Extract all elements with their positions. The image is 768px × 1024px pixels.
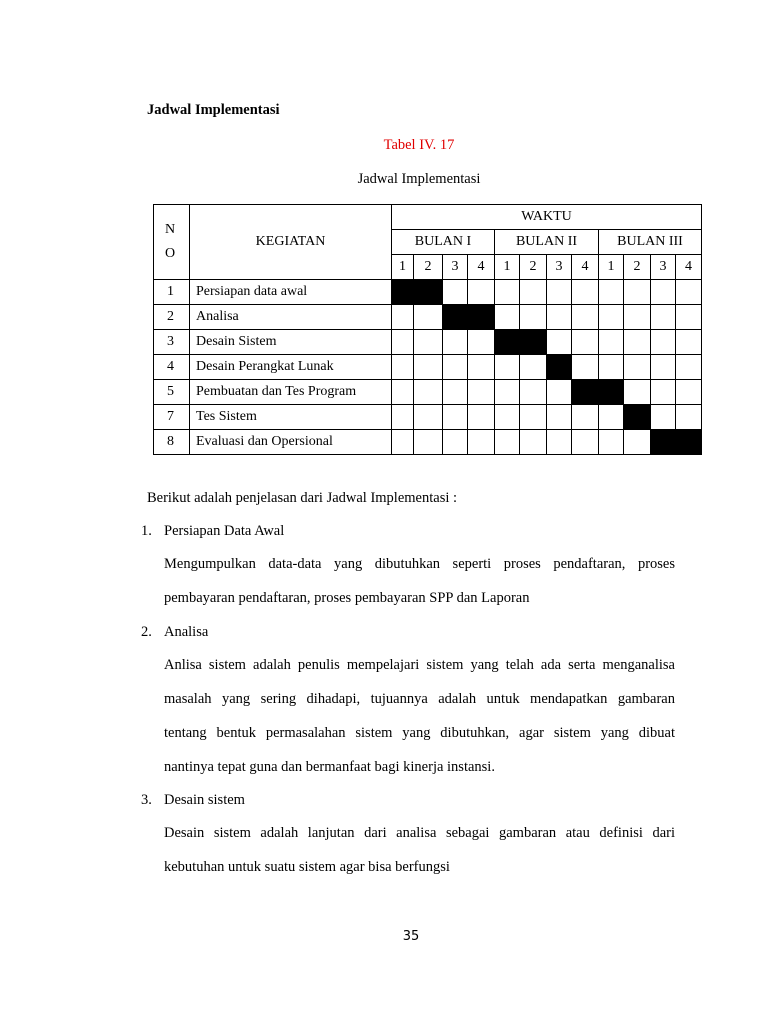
gantt-empty-cell — [495, 380, 520, 405]
month-header: BULAN I — [392, 230, 495, 255]
gantt-empty-cell — [468, 355, 495, 380]
gantt-empty-cell — [572, 305, 599, 330]
gantt-bar-cell — [468, 305, 495, 330]
gantt-empty-cell — [443, 280, 468, 305]
table-row — [154, 355, 702, 380]
table-caption-title: Jadwal Implementasi — [357, 171, 481, 187]
gantt-empty-cell — [651, 330, 676, 355]
week-header: 2 — [520, 255, 547, 280]
gantt-bar-cell — [443, 305, 468, 330]
gantt-empty-cell — [676, 280, 702, 305]
gantt-empty-cell — [443, 430, 468, 455]
gantt-empty-cell — [572, 355, 599, 380]
page-number: 35 — [402, 929, 420, 944]
list-number: 2. — [141, 624, 152, 640]
gantt-empty-cell — [599, 430, 624, 455]
gantt-empty-cell — [651, 355, 676, 380]
gantt-empty-cell — [414, 380, 443, 405]
gantt-empty-cell — [414, 405, 443, 430]
intro-text: Berikut adalah penjelasan dari Jadwal Implementasi : — [147, 490, 458, 506]
gantt-empty-cell — [520, 430, 547, 455]
gantt-empty-cell — [547, 305, 572, 330]
row-number: 4 — [154, 355, 190, 380]
gantt-empty-cell — [651, 280, 676, 305]
paragraph-line: pembayaran pendaftaran, proses pembayaran SPP dan Laporan — [164, 590, 530, 606]
week-header: 4 — [572, 255, 599, 280]
gantt-table — [153, 204, 702, 455]
gantt-empty-cell — [495, 430, 520, 455]
gantt-bar-cell — [599, 380, 624, 405]
gantt-bar-cell — [547, 355, 572, 380]
week-header: 4 — [468, 255, 495, 280]
gantt-empty-cell — [392, 380, 414, 405]
table-row — [154, 405, 702, 430]
gantt-empty-cell — [414, 430, 443, 455]
gantt-empty-cell — [599, 355, 624, 380]
gantt-empty-cell — [392, 430, 414, 455]
week-header: 1 — [495, 255, 520, 280]
gantt-bar-cell — [520, 330, 547, 355]
gantt-empty-cell — [651, 305, 676, 330]
activity-name: Desain Perangkat Lunak — [190, 355, 392, 380]
gantt-empty-cell — [572, 280, 599, 305]
gantt-empty-cell — [676, 405, 702, 430]
activity-name: Pembuatan dan Tes Program — [190, 380, 392, 405]
month-header: BULAN III — [599, 230, 702, 255]
gantt-empty-cell — [392, 330, 414, 355]
no-header: N O — [154, 205, 190, 280]
week-header: 3 — [443, 255, 468, 280]
gantt-empty-cell — [547, 380, 572, 405]
gantt-bar-cell — [624, 405, 651, 430]
gantt-bar-cell — [414, 280, 443, 305]
gantt-bar-cell — [676, 430, 702, 455]
gantt-empty-cell — [392, 305, 414, 330]
row-number: 8 — [154, 430, 190, 455]
gantt-empty-cell — [624, 280, 651, 305]
activity-name: Evaluasi dan Opersional — [190, 430, 392, 455]
paragraph-line: tentang bentuk permasalahan sistem yang dibutuhkan, agar sistem yang dibuat — [164, 725, 675, 741]
activity-name: Tes Sistem — [190, 405, 392, 430]
gantt-empty-cell — [572, 405, 599, 430]
gantt-empty-cell — [547, 405, 572, 430]
gantt-empty-cell — [520, 305, 547, 330]
gantt-empty-cell — [392, 405, 414, 430]
activity-name: Persiapan data awal — [190, 280, 392, 305]
gantt-empty-cell — [414, 305, 443, 330]
gantt-empty-cell — [520, 380, 547, 405]
gantt-empty-cell — [599, 330, 624, 355]
gantt-empty-cell — [624, 330, 651, 355]
gantt-empty-cell — [468, 280, 495, 305]
gantt-empty-cell — [495, 355, 520, 380]
gantt-empty-cell — [520, 280, 547, 305]
gantt-empty-cell — [468, 430, 495, 455]
gantt-empty-cell — [676, 355, 702, 380]
gantt-bar-cell — [392, 280, 414, 305]
gantt-empty-cell — [572, 430, 599, 455]
gantt-empty-cell — [676, 380, 702, 405]
week-header: 2 — [414, 255, 443, 280]
gantt-empty-cell — [651, 380, 676, 405]
gantt-empty-cell — [624, 380, 651, 405]
gantt-empty-cell — [443, 355, 468, 380]
table-row — [154, 380, 702, 405]
list-item-title: Desain sistem — [164, 792, 245, 808]
gantt-empty-cell — [468, 405, 495, 430]
row-number: 7 — [154, 405, 190, 430]
paragraph-line: kebutuhan untuk suatu sistem agar bisa berfungsi — [164, 859, 450, 875]
activity-name: Analisa — [190, 305, 392, 330]
gantt-empty-cell — [495, 405, 520, 430]
gantt-empty-cell — [468, 380, 495, 405]
gantt-empty-cell — [520, 355, 547, 380]
table-caption-number: Tabel IV. 17 — [383, 137, 455, 153]
gantt-empty-cell — [414, 330, 443, 355]
gantt-bar-cell — [572, 380, 599, 405]
paragraph-line: Mengumpulkan data-data yang dibutuhkan seperti proses pendaftaran, proses — [164, 556, 675, 572]
paragraph-line: nantinya tepat guna dan bermanfaat bagi kinerja instansi. — [164, 759, 495, 775]
gantt-bar-cell — [495, 330, 520, 355]
section-heading: Jadwal Implementasi — [147, 102, 280, 118]
week-header: 1 — [392, 255, 414, 280]
activity-name: Desain Sistem — [190, 330, 392, 355]
gantt-empty-cell — [414, 355, 443, 380]
row-number: 3 — [154, 330, 190, 355]
gantt-empty-cell — [443, 380, 468, 405]
gantt-empty-cell — [676, 330, 702, 355]
gantt-empty-cell — [624, 355, 651, 380]
time-header: WAKTU — [392, 205, 702, 230]
list-number: 3. — [141, 792, 152, 808]
gantt-empty-cell — [443, 405, 468, 430]
gantt-empty-cell — [443, 330, 468, 355]
week-header: 1 — [599, 255, 624, 280]
gantt-empty-cell — [599, 305, 624, 330]
table-row — [154, 305, 702, 330]
gantt-empty-cell — [547, 330, 572, 355]
gantt-empty-cell — [495, 280, 520, 305]
gantt-empty-cell — [676, 305, 702, 330]
gantt-empty-cell — [624, 430, 651, 455]
list-number: 1. — [141, 523, 152, 539]
gantt-empty-cell — [547, 280, 572, 305]
gantt-empty-cell — [468, 330, 495, 355]
row-number: 5 — [154, 380, 190, 405]
week-header: 3 — [651, 255, 676, 280]
gantt-empty-cell — [495, 305, 520, 330]
table-row — [154, 280, 702, 305]
gantt-empty-cell — [572, 330, 599, 355]
gantt-empty-cell — [624, 305, 651, 330]
week-header: 4 — [676, 255, 702, 280]
month-header: BULAN II — [495, 230, 599, 255]
row-number: 2 — [154, 305, 190, 330]
week-header: 2 — [624, 255, 651, 280]
gantt-empty-cell — [520, 405, 547, 430]
gantt-empty-cell — [651, 405, 676, 430]
gantt-empty-cell — [547, 430, 572, 455]
gantt-empty-cell — [599, 280, 624, 305]
paragraph-line: Anlisa sistem adalah penulis mempelajari sistem yang telah ada serta menganalisa — [164, 657, 675, 673]
gantt-bar-cell — [651, 430, 676, 455]
table-row — [154, 330, 702, 355]
gantt-empty-cell — [599, 405, 624, 430]
row-number: 1 — [154, 280, 190, 305]
list-item-title: Persiapan Data Awal — [164, 523, 285, 539]
activity-header: KEGIATAN — [190, 205, 392, 280]
paragraph-line: Desain sistem adalah lanjutan dari analisa sebagai gambaran atau definisi dari — [164, 825, 675, 841]
paragraph-line: masalah yang sering dihadapi, tujuannya adalah untuk mendapatkan gambaran — [164, 691, 675, 707]
week-header: 3 — [547, 255, 572, 280]
gantt-empty-cell — [392, 355, 414, 380]
list-item-title: Analisa — [164, 624, 209, 640]
table-row — [154, 430, 702, 455]
